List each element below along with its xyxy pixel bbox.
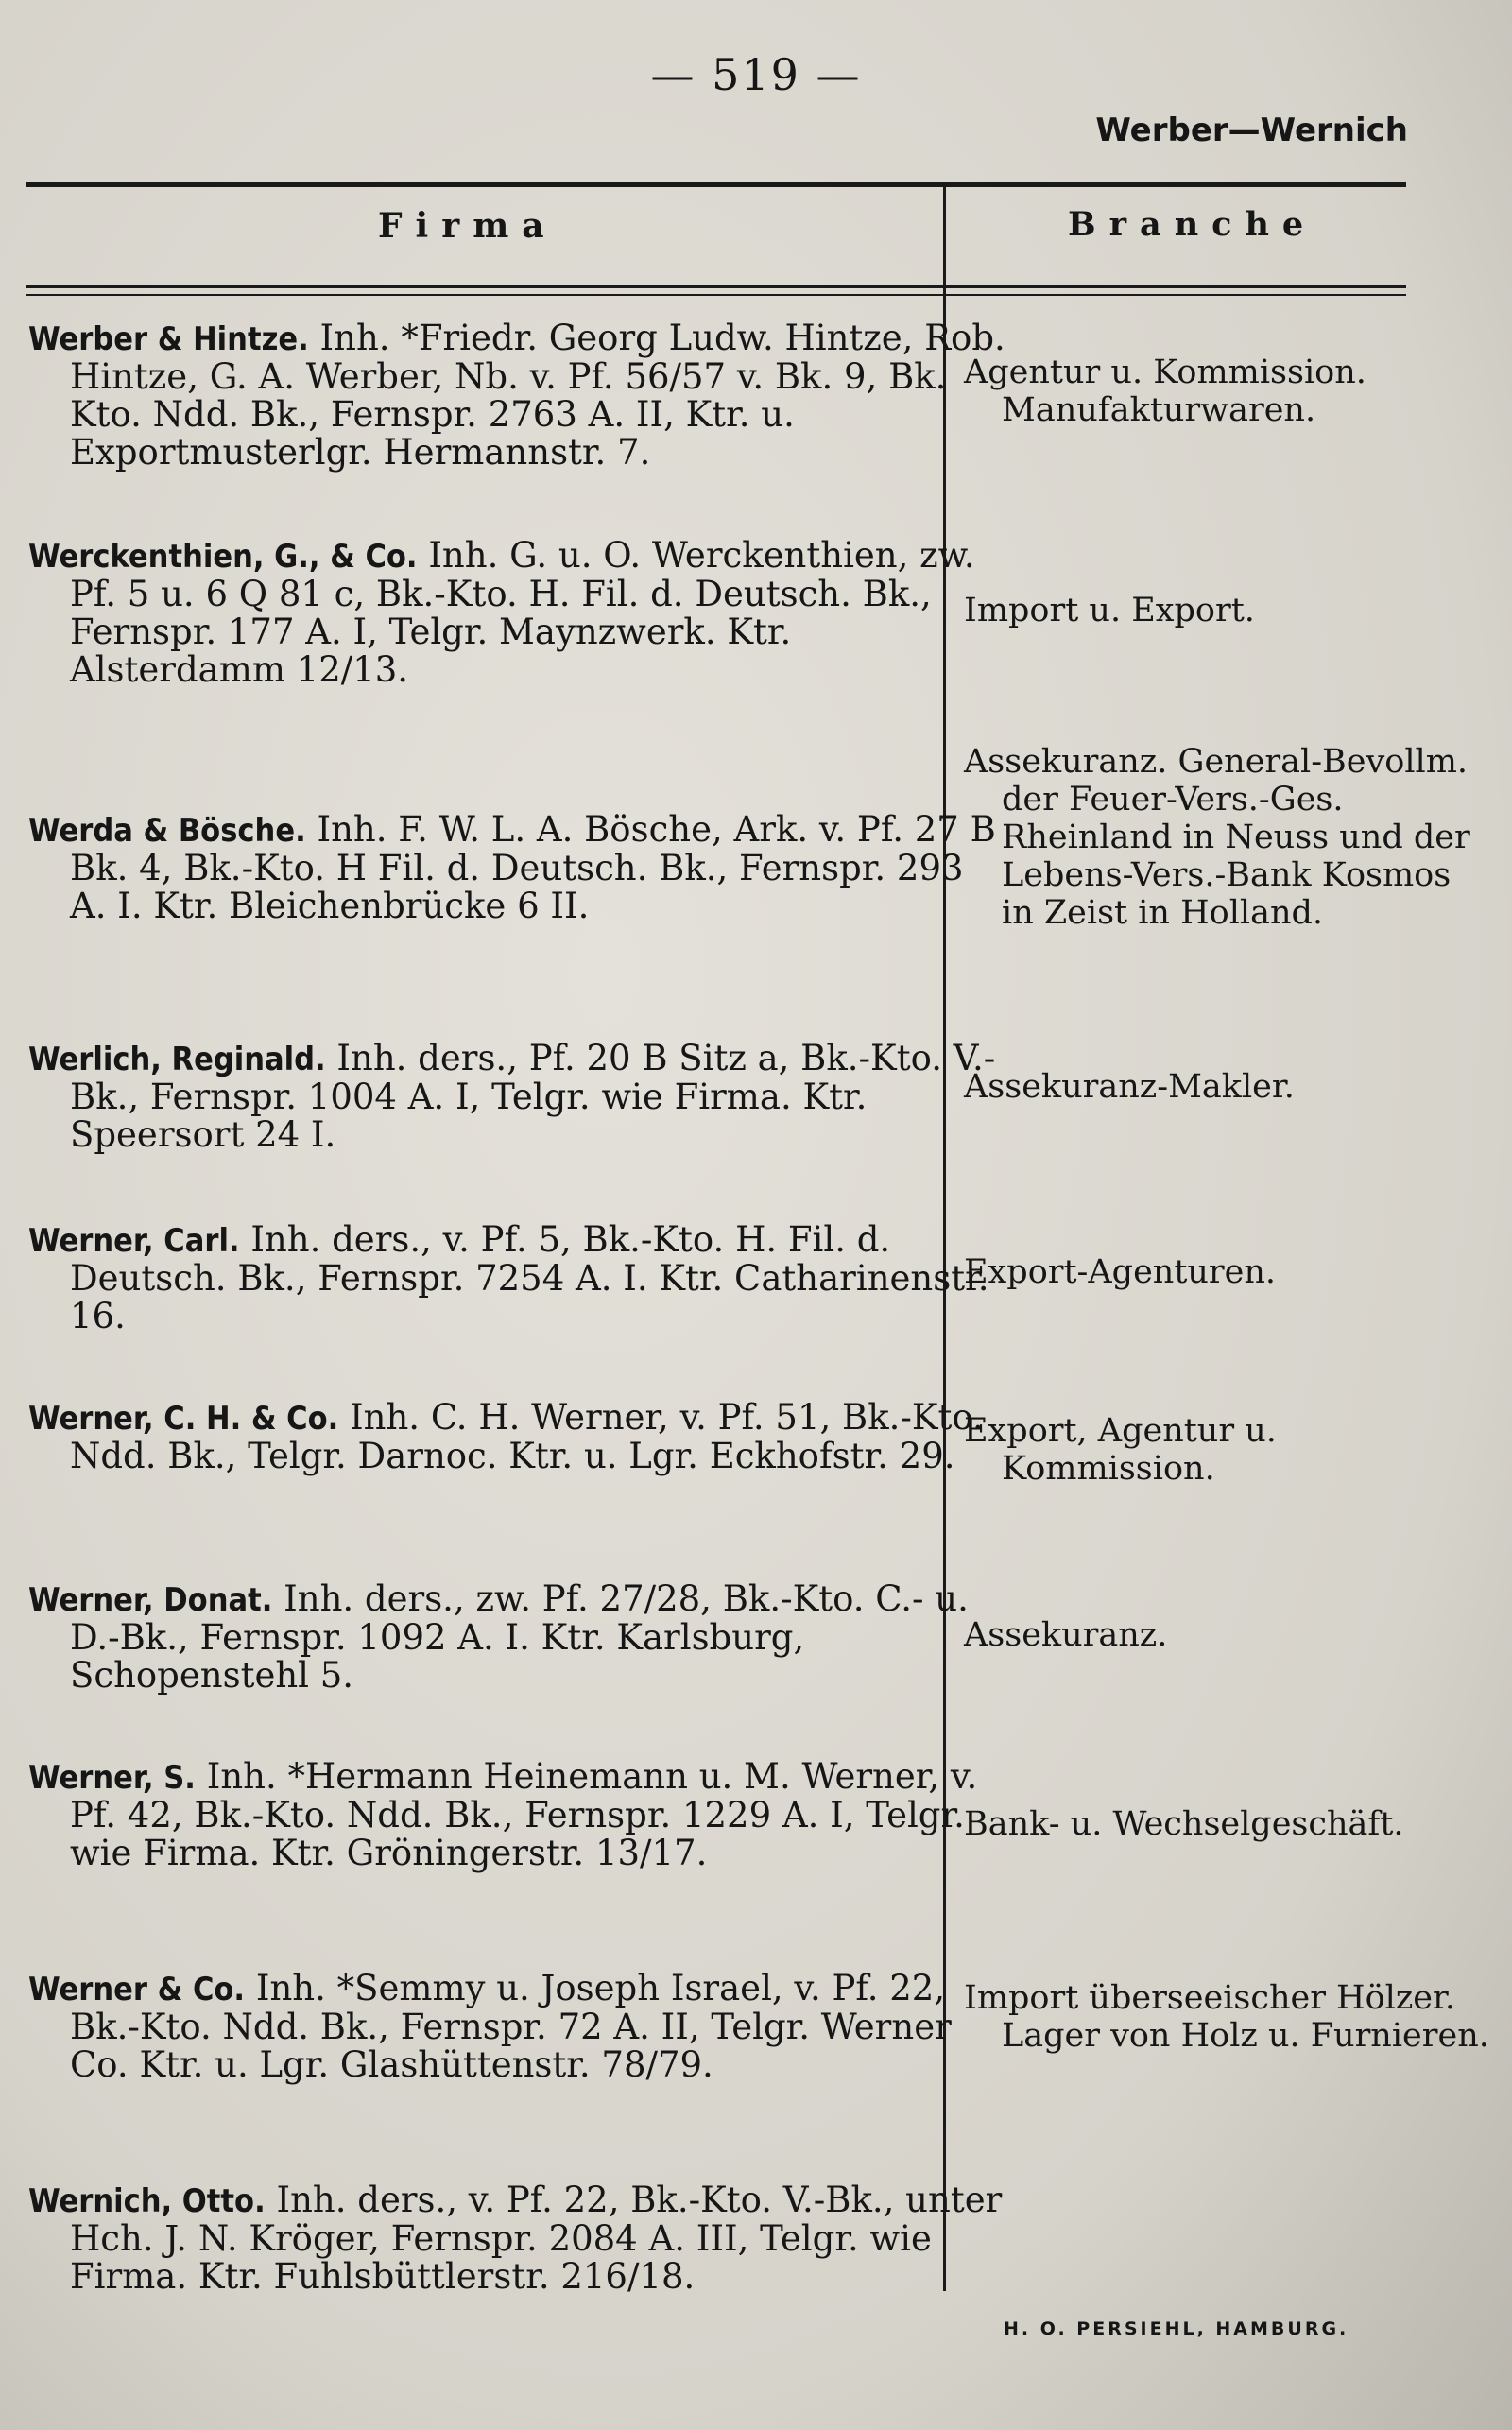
- entry-firma: [28, 1040, 1005, 1154]
- entry-details: Inh. C. H. Werner, v. Pf. 51, Bk.-Kto. Ndd. Bk., Telgr. Darnoc. Ktr. u. Lgr. Eckhofstr. 29.: [70, 1397, 984, 1476]
- entry-firma: [28, 1399, 1005, 1475]
- printer-imprint: H. O. PERSIEHL, HAMBURG.: [1004, 2318, 1349, 2339]
- entry-firma: [28, 319, 1005, 472]
- entry-firma: [28, 537, 1005, 689]
- entry-firma: [28, 2181, 1005, 2296]
- entry-firma: [28, 1221, 1005, 1336]
- entry-details: Inh. *Hermann Heinemann u. M. Werner, v. Pf. 42, Bk.-Kto. Ndd. Bk., Fernspr. 1229 A. I, Telgr. wie Firma. Ktr. Gröningerstr. 13/17.: [70, 1756, 978, 1873]
- entry-name: Werber & Hintze.: [28, 320, 309, 358]
- entry-details: Inh. ders., zw. Pf. 27/28, Bk.-Kto. C.- u. D.-Bk., Fernspr. 1092 A. I. Ktr. Karlsburg, Schopenstehl 5.: [70, 1578, 969, 1696]
- header-bottom-rule: [26, 285, 1406, 288]
- entry-details: Inh. ders., Pf. 20 B Sitz a, Bk.-Kto. V.-Bk., Fernspr. 1004 A. I, Telgr. wie Firma. Ktr. Speersort 24 I.: [70, 1038, 996, 1155]
- entry-firma: [28, 1758, 1005, 1872]
- entry-name: Werner, C. H. & Co.: [28, 1400, 339, 1438]
- entry-name: Werner, Carl.: [28, 1222, 240, 1260]
- entry-details: Inh. *Semmy u. Joseph Israel, v. Pf. 22, Bk.-Kto. Ndd. Bk., Fernspr. 72 A. II, Telgr. Werner Co. Ktr. u. Lgr. Glashüttenstr. 78/79.: [70, 1968, 952, 2085]
- header-top-rule: [26, 182, 1406, 187]
- entry-details: Inh. G. u. O. Werckenthien, zw. Pf. 5 u. 6 Q 81 c, Bk.-Kto. H. Fil. d. Deutsch. Bk., Fernspr. 177 A. I, Telgr. Maynzwerk. Ktr. Alsterdamm 12/13.: [70, 535, 975, 690]
- entry-branche: Assekuranz-Makler.: [964, 1068, 1295, 1106]
- column-header-firma: Firma: [378, 206, 558, 246]
- entry-branche: Export, Agentur u. Kommission.: [964, 1412, 1277, 1488]
- running-head: Werber—Wernich: [1095, 112, 1408, 149]
- entry-name: Werner, Donat.: [28, 1581, 273, 1619]
- entry-name: Werda & Bösche.: [28, 812, 306, 850]
- entry-details: Inh. ders., v. Pf. 5, Bk.-Kto. H. Fil. d. Deutsch. Bk., Fernspr. 7254 A. I. Ktr. Catharinenstr. 16.: [70, 1219, 989, 1336]
- entry-branche: Import überseeischer Hölzer. Lager von Holz u. Furnieren.: [964, 1979, 1489, 2055]
- entry-firma: [28, 1970, 1005, 2084]
- entry-name: Werckenthien, G., & Co.: [28, 538, 418, 576]
- header-bottom-rule-second: [26, 294, 1406, 296]
- entry-firma: [28, 1580, 1005, 1695]
- entry-name: Wernich, Otto.: [28, 2182, 266, 2220]
- entry-name: Werner & Co.: [28, 1971, 246, 2008]
- entry-name: Werner, S.: [28, 1759, 196, 1797]
- entry-name: Werlich, Reginald.: [28, 1041, 326, 1078]
- entry-branche: Agentur u. Kommission. Manufakturwaren.: [964, 353, 1366, 429]
- entry-details: Inh. ders., v. Pf. 22, Bk.-Kto. V.-Bk., unter Hch. J. N. Kröger, Fernspr. 2084 A. III, Telgr. wie Firma. Ktr. Fuhlsbüttlerstr. 216/18.: [70, 2180, 1003, 2297]
- column-header-branche: Branche: [1068, 205, 1317, 244]
- entry-branche: Export-Agenturen.: [964, 1253, 1277, 1291]
- entry-branche: Bank- u. Wechselgeschäft.: [964, 1805, 1404, 1843]
- entry-details: Inh. F. W. L. A. Bösche, Ark. v. Pf. 27 B Bk. 4, Bk.-Kto. H Fil. d. Deutsch. Bk., Fernspr. 293 A. I. Ktr. Bleichenbrücke 6 II.: [70, 809, 996, 926]
- entry-firma: [28, 811, 1005, 925]
- page-number: — 519 —: [650, 49, 862, 100]
- entry-branche: Assekuranz. General-Bevollm. der Feuer-Vers.-Ges. Rheinland in Neuss und der Lebens-Vers.-Bank Kosmos in Zeist in Holland.: [964, 743, 1470, 932]
- entry-branche: Assekuranz.: [964, 1616, 1168, 1654]
- entry-details: Inh. *Friedr. Georg Ludw. Hintze, Rob. Hintze, G. A. Werber, Nb. v. Pf. 56/57 v. Bk. 9, Bk. Kto. Ndd. Bk., Fernspr. 2763 A. II, Ktr. u. Exportmusterlgr. Hermannstr. 7.: [70, 318, 1005, 473]
- entry-branche: Import u. Export.: [964, 592, 1255, 629]
